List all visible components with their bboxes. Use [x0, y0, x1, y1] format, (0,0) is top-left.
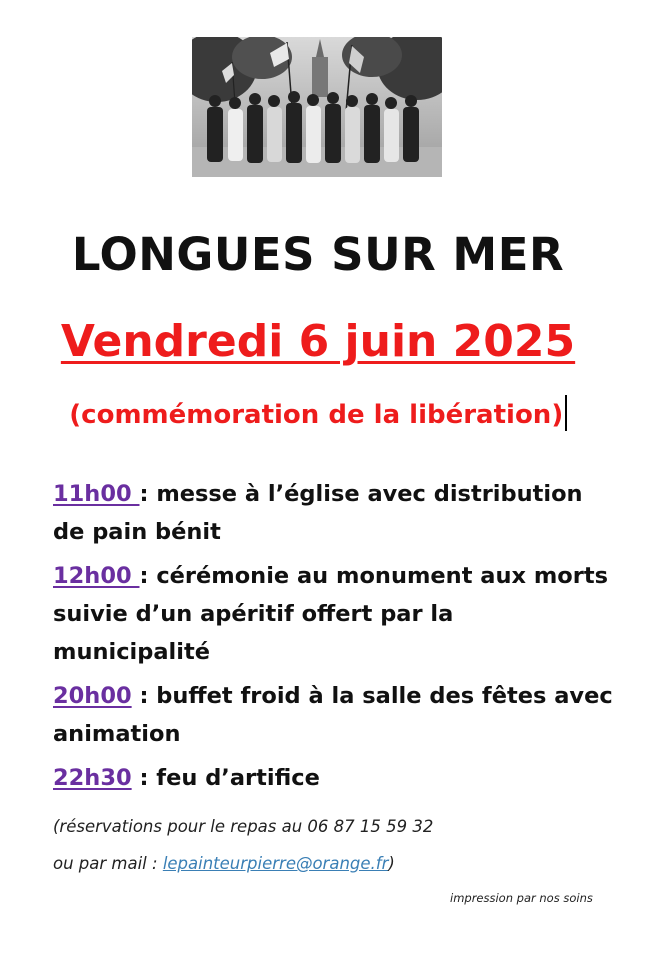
program-time: 11h00: [53, 481, 140, 507]
program-list: [53, 475, 613, 803]
program-time: 22h30: [53, 765, 132, 791]
reservation-phone: (réservations pour le repas au 06 87 15 59 32: [53, 817, 434, 836]
program-time: 12h00: [53, 563, 140, 589]
email-link[interactable]: lepainteurpierre@orange.fr: [162, 854, 389, 873]
program-text: : feu d’artifice: [131, 765, 320, 791]
program-item: [53, 557, 613, 671]
mail-prefix: ou par mail :: [53, 854, 163, 873]
program-item: [53, 677, 613, 753]
mail-suffix: ): [388, 854, 395, 873]
print-credit: impression par nos soins: [450, 891, 593, 905]
text-cursor: [565, 395, 567, 431]
reservation-mail: [53, 854, 395, 873]
event-date: Vendredi 6 juin 2025: [60, 316, 576, 367]
program-item: [53, 759, 613, 797]
subtitle-text: (commémoration de la libération): [69, 400, 564, 430]
program-item: [53, 475, 613, 551]
program-time: 20h00: [53, 683, 132, 709]
event-subtitle: [0, 395, 636, 431]
parade-photo-icon: [192, 37, 442, 177]
page-title: LONGUES SUR MER: [71, 228, 565, 281]
liberation-parade-photo: [192, 37, 442, 177]
program-text: : cérémonie au monument aux morts suivie d’un apéritif offert par la municipalité: [53, 563, 608, 665]
program-text: : messe à l’église avec distribution de pain bénit: [53, 481, 583, 545]
program-text: : buffet froid à la salle des fêtes avec animation: [53, 683, 613, 747]
